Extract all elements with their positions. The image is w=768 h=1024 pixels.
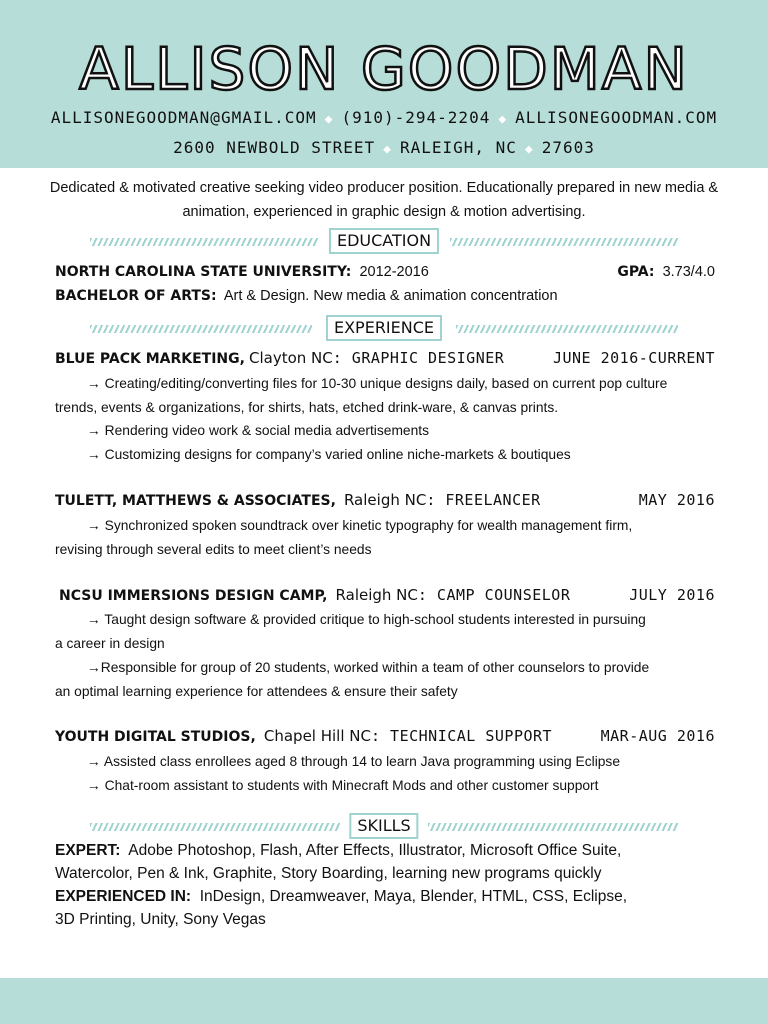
city-state: RALEIGH, NC (399, 138, 517, 157)
phone-number: (910)-294-2204 (341, 108, 491, 127)
hatch-right (450, 238, 678, 246)
job-bullet: →Responsible for group of 20 students, worked within a team of other counselors to provide (87, 660, 650, 675)
zip-code: 27603 (541, 138, 595, 157)
job-dates: MAR-AUG 2016 (600, 727, 715, 745)
job-role: : TECHNICAL SUPPORT (370, 727, 553, 745)
job-dates: JULY 2016 (629, 586, 715, 604)
education-heading: EDUCATION (329, 228, 439, 254)
job-location: Chapel Hill NC (263, 727, 371, 745)
job-bullet: trends, events & organizations, for shirts, hats, etched drink-ware, & canvas prints. (55, 400, 559, 415)
job-bullet: → Customizing designs for company’s varied online niche-markets & boutiques (87, 447, 571, 462)
diamond-separator-icon: ◆ (324, 112, 334, 127)
skills-divider (90, 813, 678, 839)
education-degree-row (55, 288, 715, 304)
education-divider (90, 228, 678, 254)
contact-line-1 (0, 108, 768, 127)
job-title-row (55, 727, 715, 745)
job-bullet: an optimal learning experience for attendees & ensure their safety (55, 684, 458, 699)
email-link[interactable]: ALLISONEGOODMAN@GMAIL.COM (50, 108, 317, 127)
hatch-left (90, 325, 312, 333)
job-dates: JUNE 2016-CURRENT (552, 349, 715, 367)
skills-expert-line-1: EXPERT: Adobe Photoshop, Flash, After Effects, Illustrator, Microsoft Office Suite, (55, 842, 622, 859)
job-title-row (55, 349, 715, 367)
diamond-separator-icon: ◆ (498, 112, 508, 127)
job-company: BLUE PACK MARKETING, (55, 351, 245, 367)
job-location: Raleigh NC (335, 586, 418, 604)
job-role: : CAMP COUNSELOR (417, 586, 571, 604)
school-name: NORTH CAROLINA STATE UNIVERSITY: (55, 264, 352, 280)
summary-text: Dedicated & motivated creative seeking video producer position. Educationally prepared in new media & animation, experienced in graphic design & motion advertising. (49, 180, 719, 220)
gpa-label: GPA: (617, 264, 655, 280)
job-bullet: → Rendering video work & social media advertisements (87, 423, 430, 438)
header-band (0, 0, 768, 168)
skills-experienced-line-2: 3D Printing, Unity, Sony Vegas (55, 911, 266, 928)
hatch-left (90, 823, 340, 831)
experience-divider (90, 315, 678, 341)
experienced-label: EXPERIENCED IN: (55, 888, 192, 905)
contact-line-2 (0, 138, 768, 157)
job-location: Raleigh NC (343, 491, 427, 509)
school-years: 2012-2016 (359, 264, 429, 280)
degree-text: Art & Design. New media & animation concentration (223, 288, 558, 304)
job-company: TULETT, MATTHEWS & ASSOCIATES, (55, 493, 336, 509)
job-bullet: a career in design (55, 636, 165, 651)
job-title-row (55, 491, 715, 509)
hatch-right (428, 823, 678, 831)
gpa-value: 3.73/4.0 (662, 264, 715, 280)
footer-band (0, 978, 768, 1024)
job-bullet: revising through several edits to meet client’s needs (55, 542, 372, 557)
job-location: Clayton NC (248, 349, 333, 367)
diamond-separator-icon: ◆ (383, 142, 392, 157)
job-bullet: → Chat-room assistant to students with Minecraft Mods and other customer support (87, 778, 599, 793)
degree-label: BACHELOR OF ARTS: (55, 288, 217, 304)
job-role: : FREELANCER (426, 491, 541, 509)
hatch-left (90, 238, 318, 246)
skills-expert-line-2: Watercolor, Pen & Ink, Graphite, Story Boarding, learning new programs quickly (55, 865, 602, 882)
job-title-row (59, 586, 719, 604)
hatch-right (456, 325, 678, 333)
job-dates: MAY 2016 (638, 491, 715, 509)
job-role: : GRAPHIC DESIGNER (332, 349, 505, 367)
job-company: YOUTH DIGITAL STUDIOS, (55, 729, 256, 745)
experience-heading: EXPERIENCE (326, 315, 442, 341)
job-bullet: → Creating/editing/converting files for 10-30 unique designs daily, based on current pop culture (87, 376, 668, 391)
job-bullet: → Assisted class enrollees aged 8 through 14 to learn Java programming using Eclipse (87, 754, 621, 769)
expert-label: EXPERT: (55, 842, 121, 859)
diamond-separator-icon: ◆ (524, 142, 534, 157)
job-bullet: → Synchronized spoken soundtrack over kinetic typography for wealth management firm, (87, 518, 633, 533)
street-address: 2600 NEWBOLD STREET (173, 138, 376, 157)
education-school-row (55, 264, 715, 280)
skills-experienced-line-1: EXPERIENCED IN: InDesign, Dreamweaver, Maya, Blender, HTML, CSS, Eclipse, (55, 888, 627, 905)
resume-name: ALLISON GOODMAN (79, 35, 689, 103)
website-link[interactable]: ALLISONEGOODMAN.COM (515, 108, 718, 127)
skills-heading: SKILLS (349, 813, 418, 839)
job-company: NCSU IMMERSIONS DESIGN CAMP, (59, 588, 328, 604)
skills-block (55, 839, 725, 931)
job-bullet: → Taught design software & provided critique to high-school students interested in pursuing (87, 612, 646, 627)
